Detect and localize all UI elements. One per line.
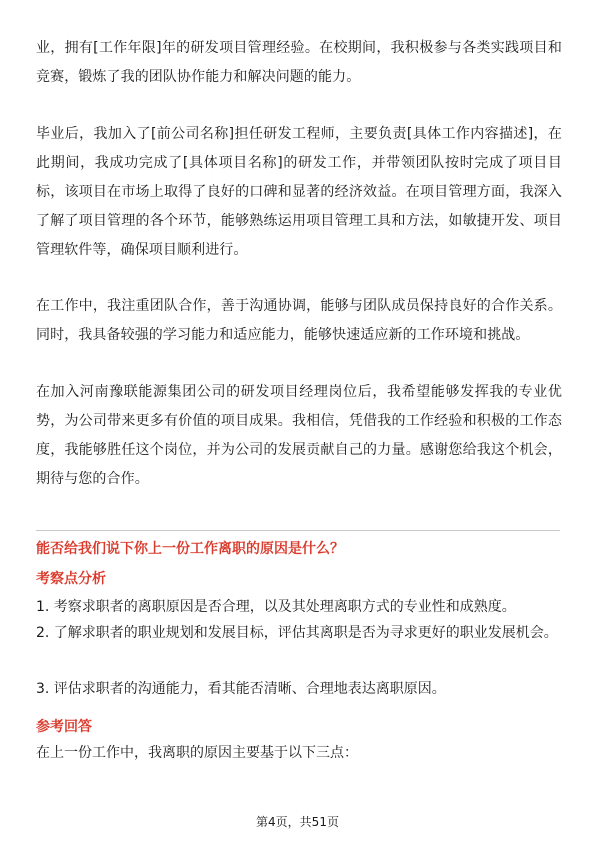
body-paragraph-2: 毕业后，我加入了[前公司名称]担任研发工程师，主要负责[具体工作内容描述]，在此期间，我成功完成了[具体项目名称]的研发工作，并带领团队按时完成了项目目标，该项目在市场上取得了良好的口碑和显著的经济效益。在项目管理方面，我深入了解了项目管理的各个环节，能够熟练运用项目管理工具和方法，如敏捷开发、项目管理软件等，确保项目顺利进行。 — [36, 126, 562, 258]
page-number: 第4页，共51页 — [256, 815, 339, 829]
analysis-heading: 考察点分析 — [36, 571, 106, 587]
analysis-item-1: 1. 考察求职者的离职原因是否合理，以及其处理离职方式的专业性和成熟度。 — [36, 599, 516, 615]
interview-question: 能否给我们说下你上一份工作离职的原因是什么？ — [36, 541, 344, 557]
body-paragraph-3: 在工作中，我注重团队合作，善于沟通协调，能够与团队成员保持良好的合作关系。同时，我具备较强的学习能力和适应能力，能够快速适应新的工作环境和挑战。 — [36, 298, 562, 343]
answer-heading: 参考回答 — [36, 719, 92, 735]
analysis-item-2: 2. 了解求职者的职业规划和发展目标，评估其离职是否为寻求更好的职业发展机会。 — [36, 625, 558, 641]
answer-intro: 在上一份工作中，我离职的原因主要基于以下三点： — [36, 745, 358, 761]
analysis-item-3: 3. 评估求职者的沟通能力，看其能否清晰、合理地表达离职原因。 — [36, 681, 446, 697]
body-paragraph-4: 在加入河南豫联能源集团公司的研发项目经理岗位后，我希望能够发挥我的专业优势，为公司带来更多有价值的项目成果。我相信，凭借我的工作经验和积极的工作态度，我能够胜任这个岗位，并为公司的发展贡献自己的力量。感谢您给我这个机会，期待与您的合作。 — [36, 384, 562, 487]
section-divider — [36, 530, 560, 531]
body-paragraph-1: 业，拥有[工作年限]年的研发项目管理经验。在校期间，我积极参与各类实践项目和竞赛，锻炼了我的团队协作能力和解决问题的能力。 — [36, 40, 562, 85]
